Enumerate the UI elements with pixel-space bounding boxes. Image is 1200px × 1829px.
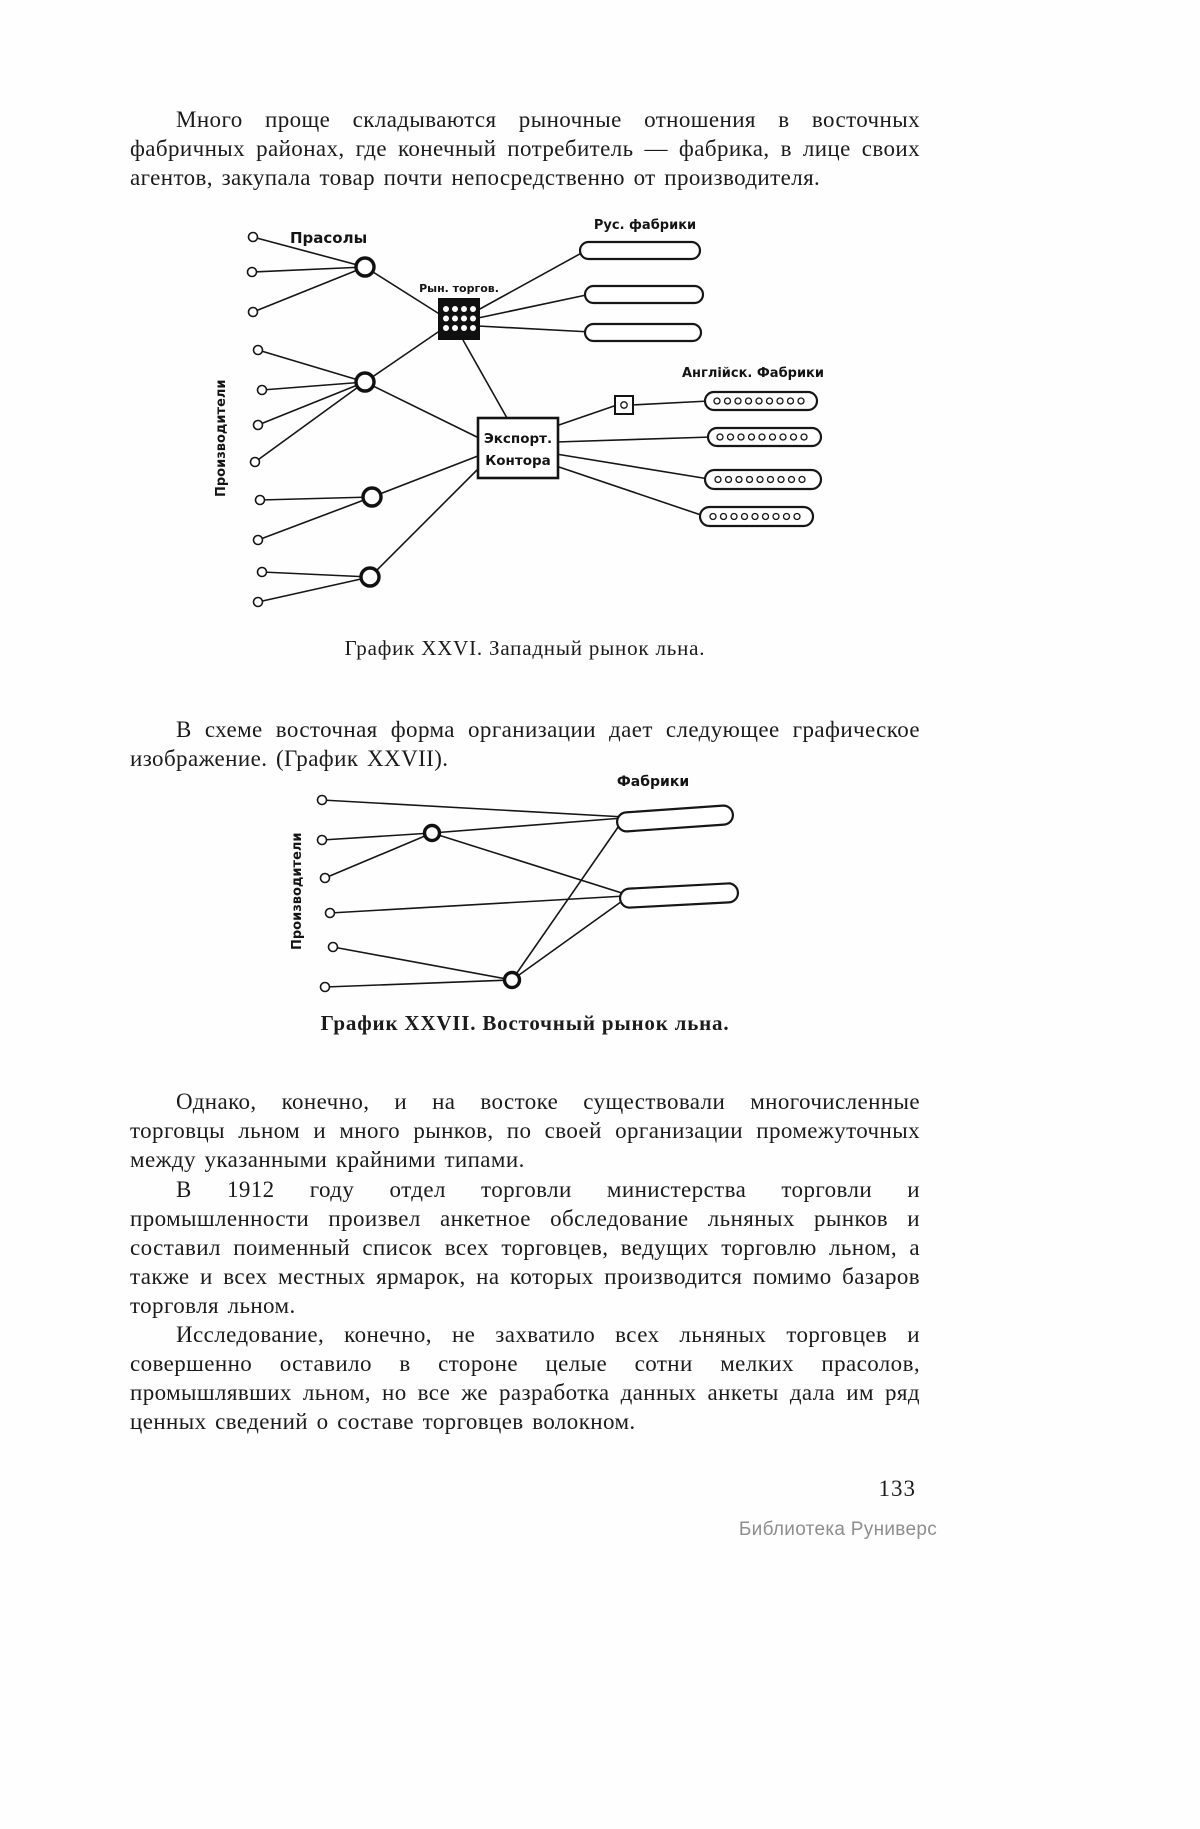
western-market-diagram — [185, 212, 835, 630]
paragraph-1912-survey: В 1912 году отдел торговли министерства торговли и промышленности произвел анкетное обследование льняных рынков и составил поименный список всех торговцев, ведущих торговлю льном, а также и всех местных ярмарок, на которых производится помимо базаров торговля льном. — [130, 1177, 920, 1318]
figure-western-market — [185, 212, 835, 630]
paragraph-research: Исследование, конечно, не захватило всех льняных торговцев и совершенно оставило в стороне целые сотни мелких прасолов, промышлявших льном, но все же разработка данных анкеты дала им ряд ценных сведений о составе торговцев волокном. — [130, 1322, 920, 1434]
factories-label: Фабрики — [616, 774, 690, 790]
paragraph-intro: Много проще складываются рыночные отношения в восточных фабричных районах, где конечный потребитель — фабрика, в лице своих агентов, закупала товар почти непосредственно от производителя. — [130, 107, 920, 190]
diagram26-russian-factories — [580, 242, 703, 341]
export-office-label-1: Экспорт. — [483, 431, 553, 447]
figure-caption-27: График XXVII. Восточный рынок льна. — [320, 1011, 730, 1035]
diagram27-producer-nodes — [318, 796, 338, 992]
russian-factories-label: Рус. фабрики — [593, 218, 697, 233]
diagram26-prasoly-nodes — [356, 258, 381, 586]
paragraph-however: Однако, конечно, и на востоке существовали многочисленные торговцы льном и много рынков, по своей организации промежуточных между указанными крайними типами. — [130, 1089, 920, 1172]
prasoly-label: Прасолы — [290, 229, 368, 247]
page-number: 133 — [878, 1476, 916, 1501]
export-office-label-2: Контора — [485, 453, 551, 469]
paragraph-transition: В схеме восточная форма организации дает следующее графическое изображение. (График XXVII). — [130, 717, 920, 771]
diagram26-english-factories — [700, 392, 821, 526]
library-watermark: Библиотека Руниверс — [738, 1519, 937, 1540]
diagram26-export-office — [478, 418, 558, 478]
diagram27-factories — [616, 805, 738, 908]
diagram26-traders-node — [438, 298, 480, 340]
eastern-market-diagram — [285, 772, 745, 1004]
diagram26-connector-node — [615, 396, 633, 414]
figure-eastern-market — [285, 772, 745, 1004]
traders-label: Рын. торгов. — [419, 282, 499, 295]
figure-caption-26: График XXVI. Западный рынок льна. — [344, 636, 706, 660]
producers-label-27: Производители — [290, 832, 305, 950]
diagram26-producer-nodes — [248, 233, 267, 607]
diagram27-edges — [322, 800, 625, 987]
english-factories-label: Англійск. Фабрики — [681, 366, 825, 381]
producers-label-26: Производители — [214, 379, 229, 497]
